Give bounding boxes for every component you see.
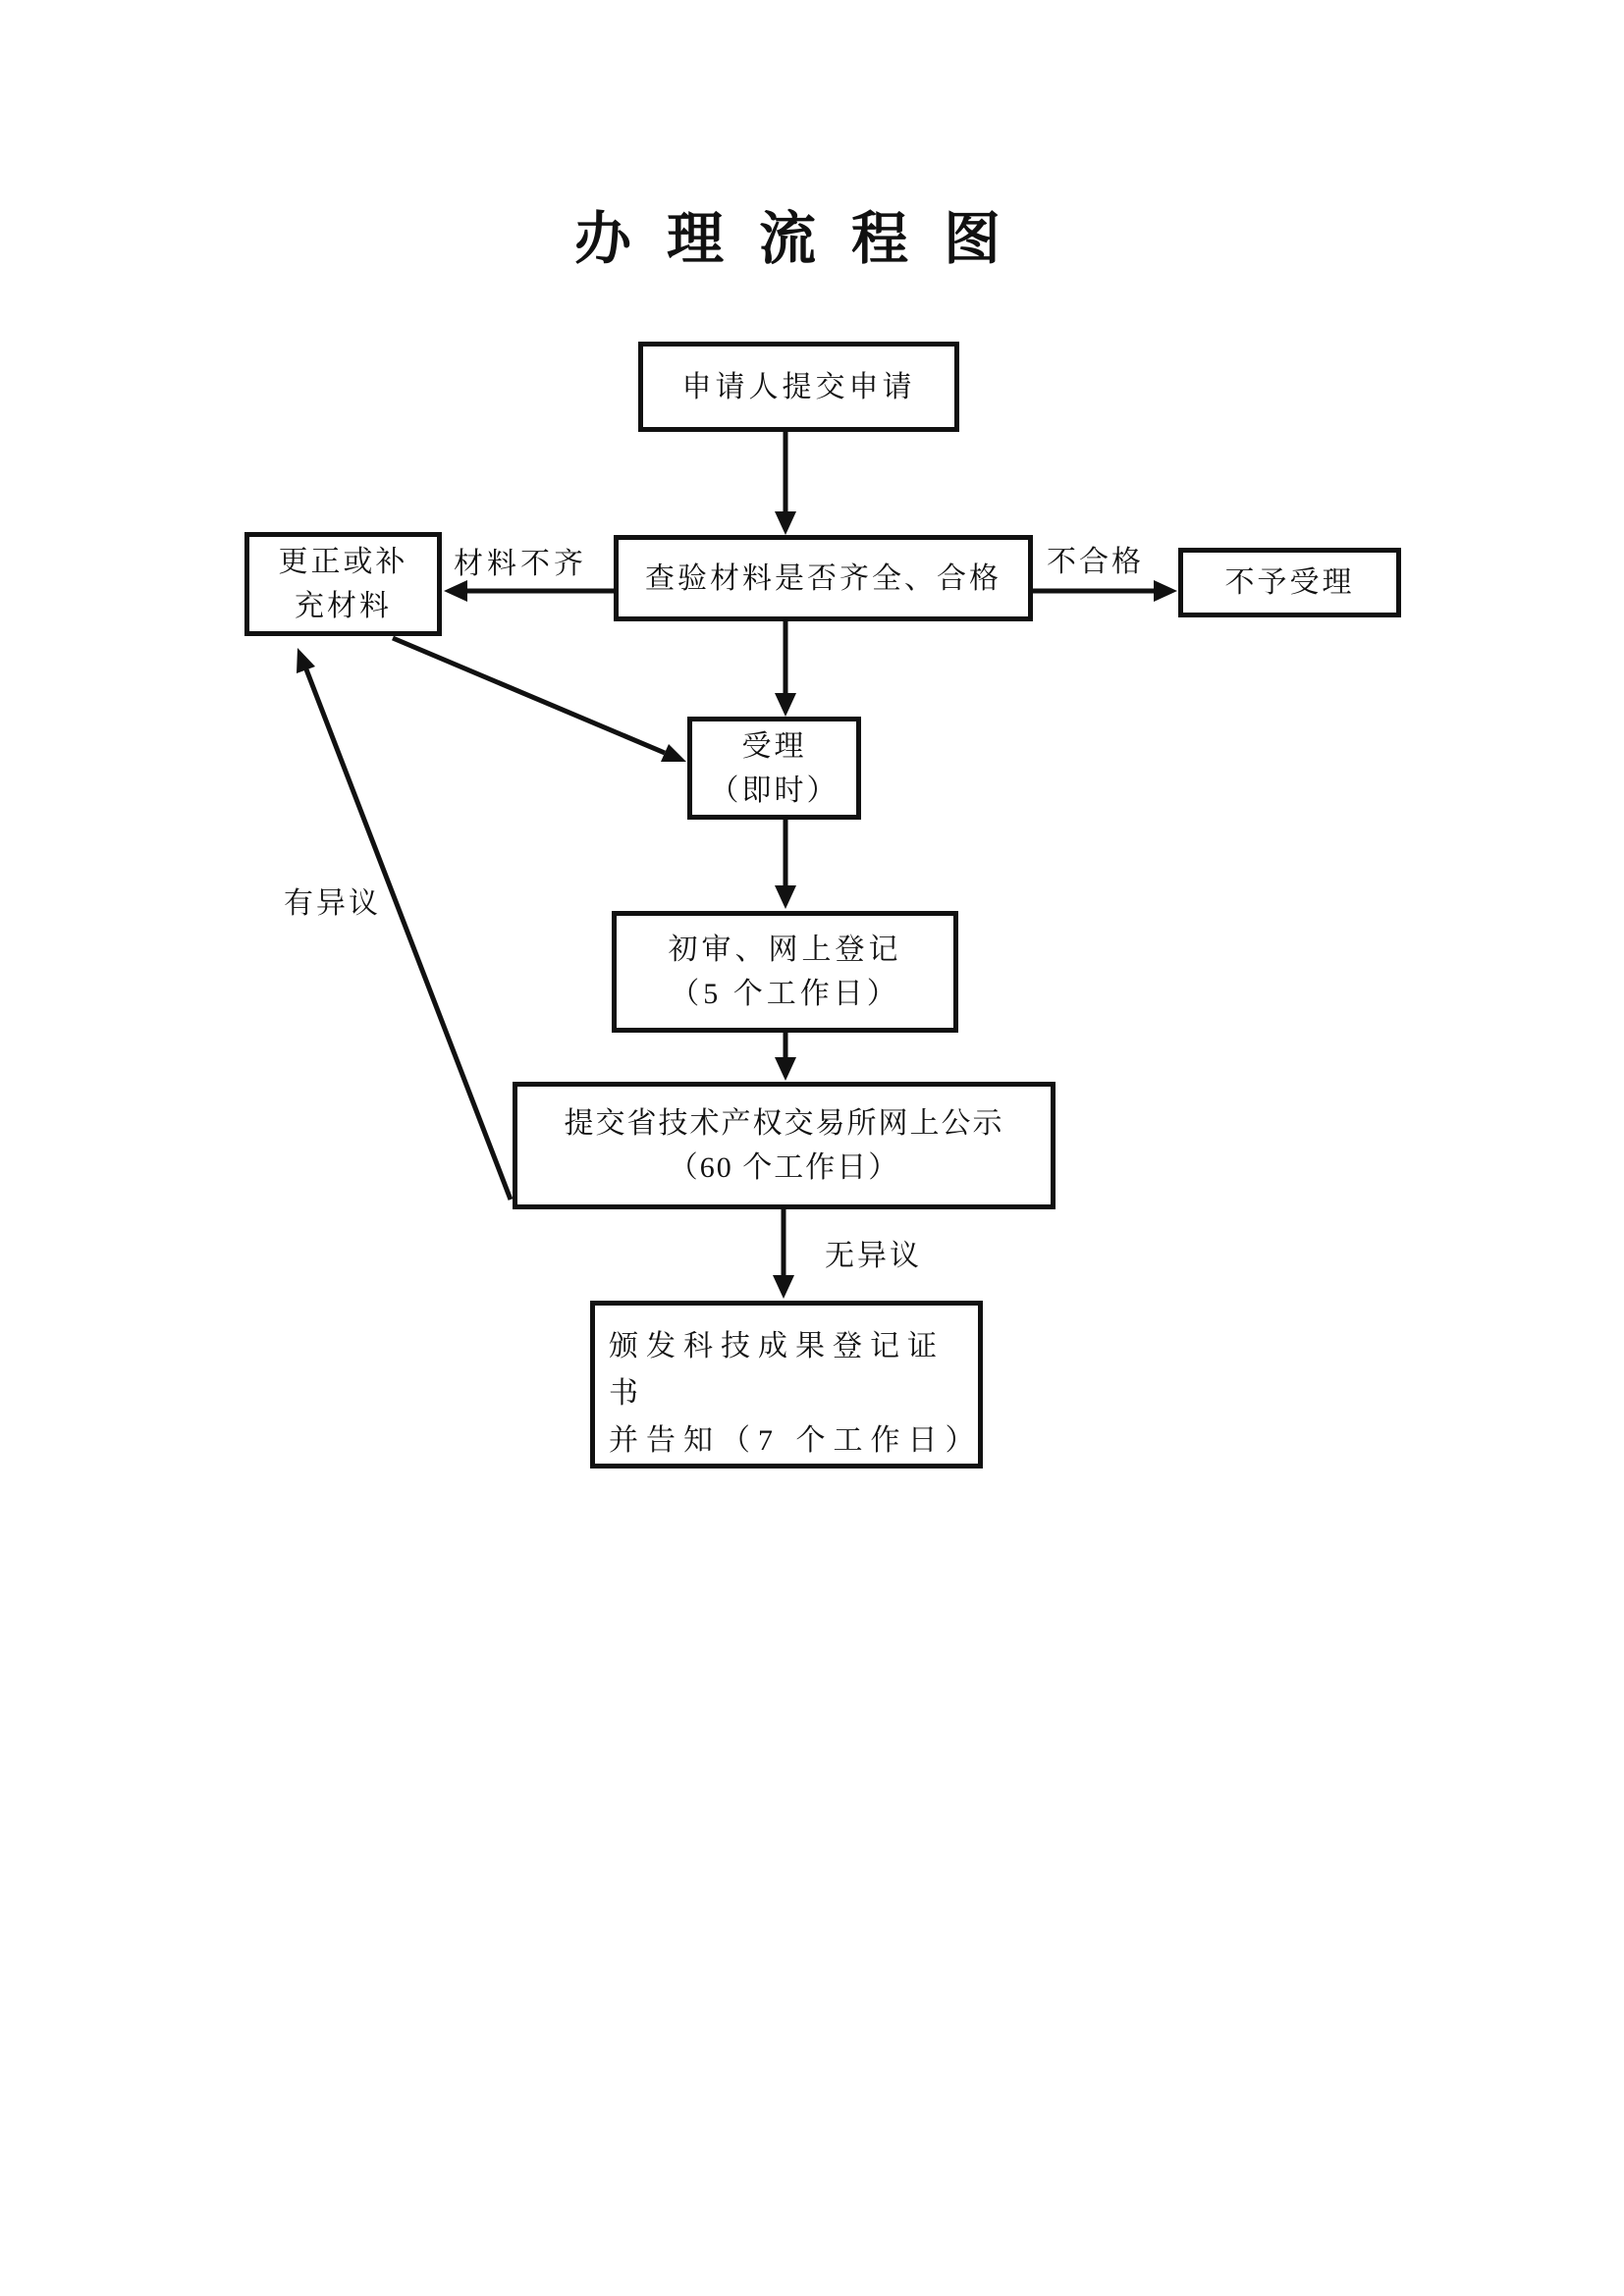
edge-label-no-objection: 无异议	[825, 1240, 922, 1272]
node-accept-line1: 受理	[741, 729, 807, 763]
node-not-accepted	[1178, 548, 1401, 617]
edge-label-unqualified: 不合格	[1047, 546, 1144, 578]
node-correct-supplement-line1: 更正或补	[278, 546, 408, 578]
node-certificate-line2: 并告知（7 个工作日）	[609, 1424, 983, 1457]
node-review-line2: （5 个工作日）	[670, 978, 900, 1010]
arrow-review-to-publicity	[775, 1033, 796, 1081]
edge-label-has-objection: 有异议	[284, 887, 381, 920]
arrow-publicity-to-correct	[297, 648, 511, 1200]
node-not-accepted-label: 不予受理	[1224, 566, 1355, 599]
node-online-publicity	[513, 1082, 1056, 1209]
arrow-check-to-accept	[775, 621, 796, 717]
node-submit-application	[638, 342, 959, 432]
node-certificate-line1: 颁发科技成果登记证书	[609, 1330, 945, 1410]
arrow-check-to-reject	[1033, 580, 1177, 602]
node-accept-immediate	[687, 717, 861, 820]
arrow-check-to-correct	[444, 580, 614, 602]
page-title: 办理流程图	[574, 207, 1037, 271]
arrow-publicity-to-certificate	[773, 1209, 794, 1299]
node-check-materials	[614, 535, 1033, 621]
node-publicity-line1: 提交省技术产权交易所网上公示	[564, 1107, 1004, 1140]
node-review-line1: 初审、网上登记	[668, 934, 902, 966]
node-accept-line2: （即时）	[709, 774, 839, 807]
node-check-materials-label: 查验材料是否齐全、合格	[645, 561, 1001, 595]
arrow-correct-to-accept	[393, 638, 686, 762]
node-issue-certificate	[590, 1301, 983, 1468]
node-correct-supplement-line2: 充材料	[295, 590, 392, 622]
arrow-accept-to-review	[775, 820, 796, 909]
node-submit-application-label: 申请人提交申请	[681, 370, 916, 403]
node-preliminary-review-registration	[612, 911, 958, 1033]
node-publicity-line2: （60 个工作日）	[668, 1151, 900, 1184]
arrow-submit-to-check	[775, 432, 796, 535]
edge-label-materials-incomplete: 材料不齐	[454, 548, 587, 580]
node-correct-supplement-materials	[244, 532, 442, 636]
